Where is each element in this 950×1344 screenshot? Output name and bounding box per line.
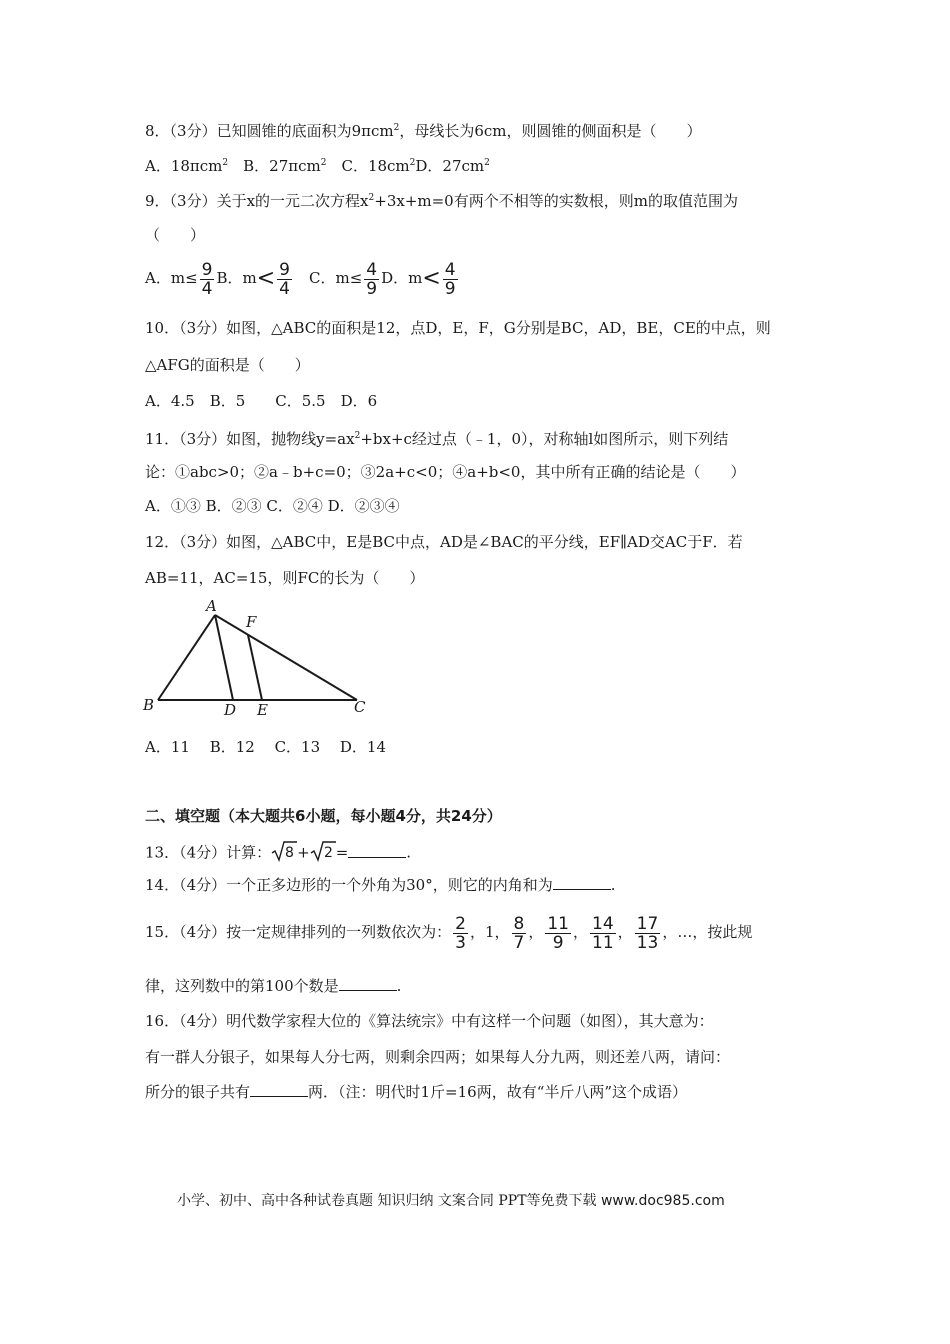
triangle-figure bbox=[140, 595, 380, 725]
question-15-line-1: 15．（4分）按一定规律排列的一列数依次为： $\frac{2}{3}$ ，1， $\frac{8}{7}$ ， $\frac{11}{9}$ ， $\frac{14}{11}$ ， $\frac{17}{13}$ ，…，按此规 bbox=[145, 913, 753, 953]
fraction-17-13: $\frac{17}{13}$ bbox=[636, 913, 659, 953]
segment-ad bbox=[215, 615, 233, 700]
section-2-title: 二、填空题（本大题共6小题，每小题4分，共24分） bbox=[145, 807, 502, 825]
fraction-9-4: $\frac{9}{4}$ bbox=[279, 259, 290, 299]
fraction-8-7: $\frac{8}{7}$ bbox=[513, 913, 525, 953]
question-10-line-2: △AFG的面积是（ ） bbox=[145, 356, 310, 374]
segment-ef bbox=[248, 635, 262, 700]
answer-blank bbox=[553, 875, 611, 890]
question-11-options: A．①③ B．②③ C．②④ D．②③④ bbox=[145, 497, 400, 515]
question-12-line-2: AB=11，AC=15，则FC的长为（ ） bbox=[145, 569, 425, 587]
answer-blank bbox=[339, 976, 397, 991]
svg-text:2: 2 bbox=[323, 845, 333, 861]
fraction-2-3: $\frac{2}{3}$ bbox=[455, 913, 466, 953]
segment-ab bbox=[158, 615, 215, 700]
question-10-options: A．4.5 B．5 C．5.5 D．6 bbox=[145, 392, 378, 410]
label-a: A bbox=[206, 597, 217, 615]
sqrt-2 bbox=[310, 840, 336, 867]
question-8-options: A．18πcm$^2$ B．27πcm$^2$ C．$18cm^2D$．$27cm^2$ bbox=[145, 157, 490, 175]
sqrt-sign-icon bbox=[310, 840, 336, 862]
label-f: F bbox=[246, 613, 257, 631]
footer-link[interactable]: www.doc985.com bbox=[600, 1193, 725, 1209]
label-c: C bbox=[354, 698, 366, 716]
question-9-options: A．m≤ $\frac{9}{4}$ B．m< $\frac{9}{4}$ C．m≤ $\frac{4}{9}$ D．m< $\frac{4}{9}$ bbox=[145, 259, 456, 299]
question-9-stem: 9．（3分）关于x的一元二次方程$x^2+3x+m=0$有两个不相等的实数根，则m的取值范围为 bbox=[145, 192, 738, 210]
sqrt-8 bbox=[271, 840, 297, 867]
question-10-line-1: 10．（3分）如图，△ABC的面积是12，点D，E，F，G分别是BC，AD，BE，CE的中点，则 bbox=[145, 319, 771, 337]
fraction-11-9: $\frac{11}{9}$ bbox=[547, 913, 569, 953]
footer-banner: 小学、初中、高中各种试卷真题 知识归纳 文案合同 PPT等免费下载 www.doc985.com bbox=[177, 1193, 725, 1209]
question-16-line-2: 有一群人分银子，如果每人分七两，则剩余四两；如果每人分九两，则还差八两，请问： bbox=[145, 1048, 731, 1066]
fraction-9-4: $\frac{9}{4}$ bbox=[201, 259, 213, 299]
label-e: E bbox=[257, 701, 268, 719]
question-12-options: A．11 B．12 C．13 D．14 bbox=[145, 738, 387, 756]
fraction-14-11: $\frac{14}{11}$ bbox=[592, 913, 614, 953]
answer-blank bbox=[348, 843, 406, 858]
sqrt-sign-icon bbox=[271, 840, 297, 862]
svg-text:8: 8 bbox=[285, 845, 295, 861]
answer-blank bbox=[250, 1082, 308, 1097]
question-13: 13．（4分）计算： 8 + 2 = . bbox=[145, 840, 411, 867]
question-9-paren: （ ） bbox=[145, 226, 206, 244]
question-11-line-2: 论：①abc>0；②a﹣b+c=0；③2a+c<0；④a+b<0，其中所有正确的结论是（ ） bbox=[145, 463, 746, 481]
label-d: D bbox=[224, 701, 237, 719]
fraction-4-9: $\frac{4}{9}$ bbox=[366, 259, 378, 299]
question-16-line-1: 16．（4分）明代数学家程大位的《算法统宗》中有这样一个问题（如图），其大意为： bbox=[145, 1012, 714, 1030]
question-8-stem: 8．（3分）已知圆锥的底面积为9πcm$^2$，母线长为6cm，则圆锥的侧面积是（ ） bbox=[145, 122, 702, 140]
question-12-line-1: 12．（3分）如图，△ABC中，E是BC中点，AD是∠BAC的平分线，EF∥AD交AC于F．若 bbox=[145, 533, 743, 551]
question-11-line-1: 11．（3分）如图，抛物线$y=ax^2+bx+c$经过点（﹣1，0），对称轴l如图所示，则下列结 bbox=[145, 430, 729, 448]
question-14: 14．（4分）一个正多边形的一个外角为30°，则它的内角和为 . bbox=[145, 876, 616, 894]
question-15-line-2: 律，这列数中的第100个数是 . bbox=[145, 977, 402, 995]
segment-ac bbox=[215, 615, 357, 700]
fraction-4-9: $\frac{4}{9}$ bbox=[444, 259, 456, 299]
label-b: B bbox=[143, 696, 155, 714]
question-16-line-3: 所分的银子共有 两．（注：明代时1斤=16两，故有“半斤八两”这个成语） bbox=[145, 1083, 688, 1101]
